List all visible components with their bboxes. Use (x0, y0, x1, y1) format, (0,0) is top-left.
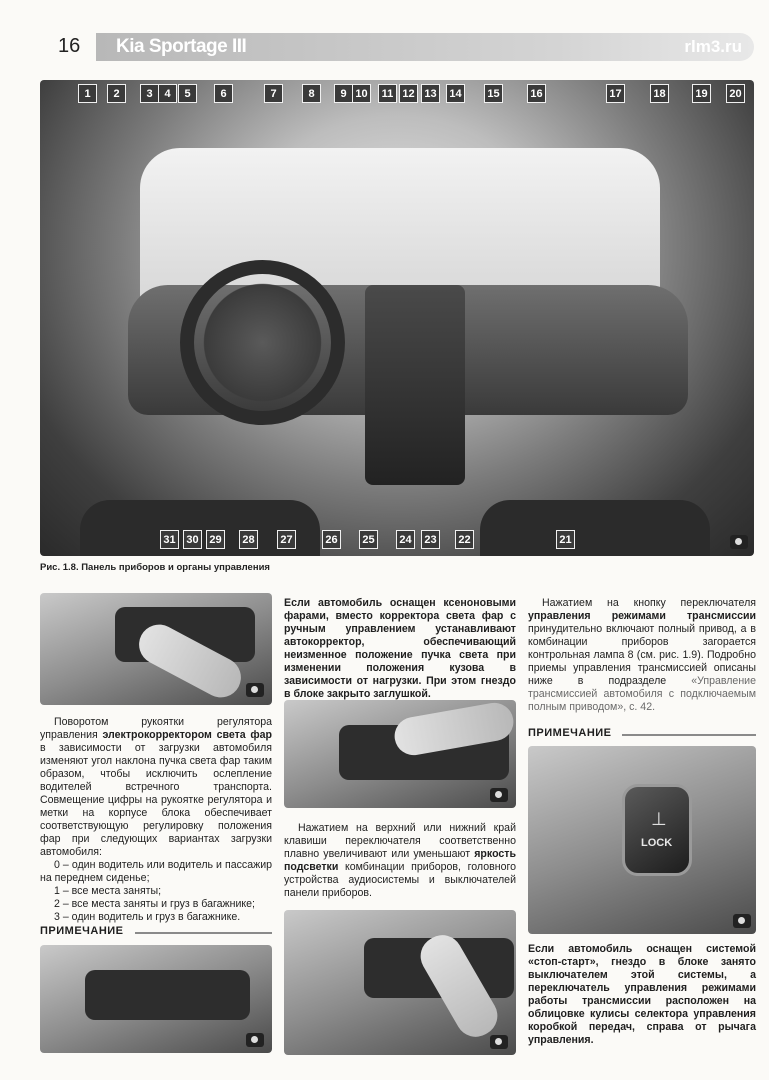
callout-5: 5 (178, 84, 197, 103)
transmission-switch-photo (284, 910, 516, 1055)
lock-button (622, 784, 692, 876)
camera-icon (490, 1035, 508, 1049)
camera-icon (733, 914, 751, 928)
steering-wheel (180, 260, 345, 425)
list-item: 0 – один водитель или водитель и пассажир на переднем сиденье; (40, 859, 272, 884)
camera-icon (490, 788, 508, 802)
callout-31: 31 (160, 530, 179, 549)
list-item: 3 – один водитель и груз в багажнике. (54, 911, 241, 923)
callout-22: 22 (455, 530, 474, 549)
callout-20: 20 (726, 84, 745, 103)
col1-text: Поворотом рукоятки регулятора управления электрокорректором света фар в зависимости от загрузки автомобиля изменяют угол наклона пучка света фар таким образом, чтобы исключить ослепление водителей встречного транспорта. Совмещение цифры на рукоятке регулятора и метки на корпусе блока обеспечивает соответствующую регулировку положения фар при следующих вариантах загрузки автомобиля: 0 – один водитель или водитель и пассажир на переднем сиденье; 1 – все места заняты; 2 – все места заняты и груз в багажнике; 3 – один водитель и груз в багажнике. (40, 716, 272, 923)
callout-15: 15 (484, 84, 503, 103)
col3-note: Если автомобиль оснащен системой «стоп-старт», гнездо в блоке занято выключателем этой системы, а переключатель управления режимами работы трансмиссии расположен на облицовке кулисы селектора управления коробкой передач, справа от рычага управления. (528, 943, 756, 1046)
book-title: Kia Sportage III (116, 36, 247, 57)
figure-caption: Рис. 1.8. Панель приборов и органы управления (40, 562, 270, 573)
backlight-switch-photo (284, 700, 516, 808)
callout-6: 6 (214, 84, 233, 103)
drivetrain-icon: ⊥ (651, 809, 667, 829)
callout-24: 24 (396, 530, 415, 549)
passenger-seat (480, 500, 710, 556)
callout-3: 3 (140, 84, 159, 103)
callout-23: 23 (421, 530, 440, 549)
col2-text: Нажатием на верхний или нижний край клавиши переключателя соответственно плавно увеличивают или уменьшают яркость подсветки комбинации приборов, головного устройства аудиосистемы и выключателей панели приборов. (284, 822, 516, 899)
callout-1: 1 (78, 84, 97, 103)
center-console (365, 285, 465, 485)
dashboard-photo (40, 80, 754, 556)
lock-label: LOCK (641, 837, 673, 849)
callout-7: 7 (264, 84, 283, 103)
divider (622, 734, 756, 736)
callout-4: 4 (158, 84, 177, 103)
callout-21: 21 (556, 530, 575, 549)
callout-13: 13 (421, 84, 440, 103)
callout-9: 9 (334, 84, 353, 103)
note-title: ПРИМЕЧАНИЕ (528, 727, 612, 739)
callout-11: 11 (378, 84, 397, 103)
callout-19: 19 (692, 84, 711, 103)
callout-29: 29 (206, 530, 225, 549)
list-item: 1 – все места заняты; (54, 885, 162, 897)
note-title: ПРИМЕЧАНИЕ (40, 925, 124, 937)
callout-26: 26 (322, 530, 341, 549)
callout-2: 2 (107, 84, 126, 103)
col2-note: Если автомобиль оснащен ксеноновыми фарами, вместо корректора света фар с ручным управлением устанавливают автокорректор, обеспечивающий неизменное положение пучка света при изменении положения кузова в зависимости от нагрузки. При этом гнездо в блоке закрыто заглушкой. (284, 597, 516, 700)
callout-28: 28 (239, 530, 258, 549)
callout-17: 17 (606, 84, 625, 103)
page-header (40, 33, 754, 61)
camera-icon (246, 683, 264, 697)
list-item: 2 – все места заняты и груз в багажнике; (54, 898, 255, 910)
callout-10: 10 (352, 84, 371, 103)
callout-12: 12 (399, 84, 418, 103)
headlight-plug-photo (40, 945, 272, 1053)
header-bar (96, 33, 754, 61)
callout-14: 14 (446, 84, 465, 103)
callout-27: 27 (277, 530, 296, 549)
site-name: rlm3.ru (684, 37, 742, 56)
callout-8: 8 (302, 84, 321, 103)
switch-block (85, 970, 250, 1020)
headlight-corrector-photo (40, 593, 272, 705)
callout-18: 18 (650, 84, 669, 103)
divider (135, 932, 272, 934)
callout-30: 30 (183, 530, 202, 549)
page-number: 16 (58, 35, 81, 57)
col3-text: Нажатием на кнопку переключателя управления режимами трансмиссии принудительно включают полный привод, а в комбинации приборов загорается контрольная лампа 8 (см. рис. 1.9). Подробно приемы управления трансмиссией описаны ниже в подразделе «Управление трансмиссией автомобиля с подключаемым полным приводом», с. 42. (528, 597, 756, 713)
callout-25: 25 (359, 530, 378, 549)
camera-icon (246, 1033, 264, 1047)
camera-icon (730, 535, 748, 549)
lock-button-photo (528, 746, 756, 934)
callout-16: 16 (527, 84, 546, 103)
